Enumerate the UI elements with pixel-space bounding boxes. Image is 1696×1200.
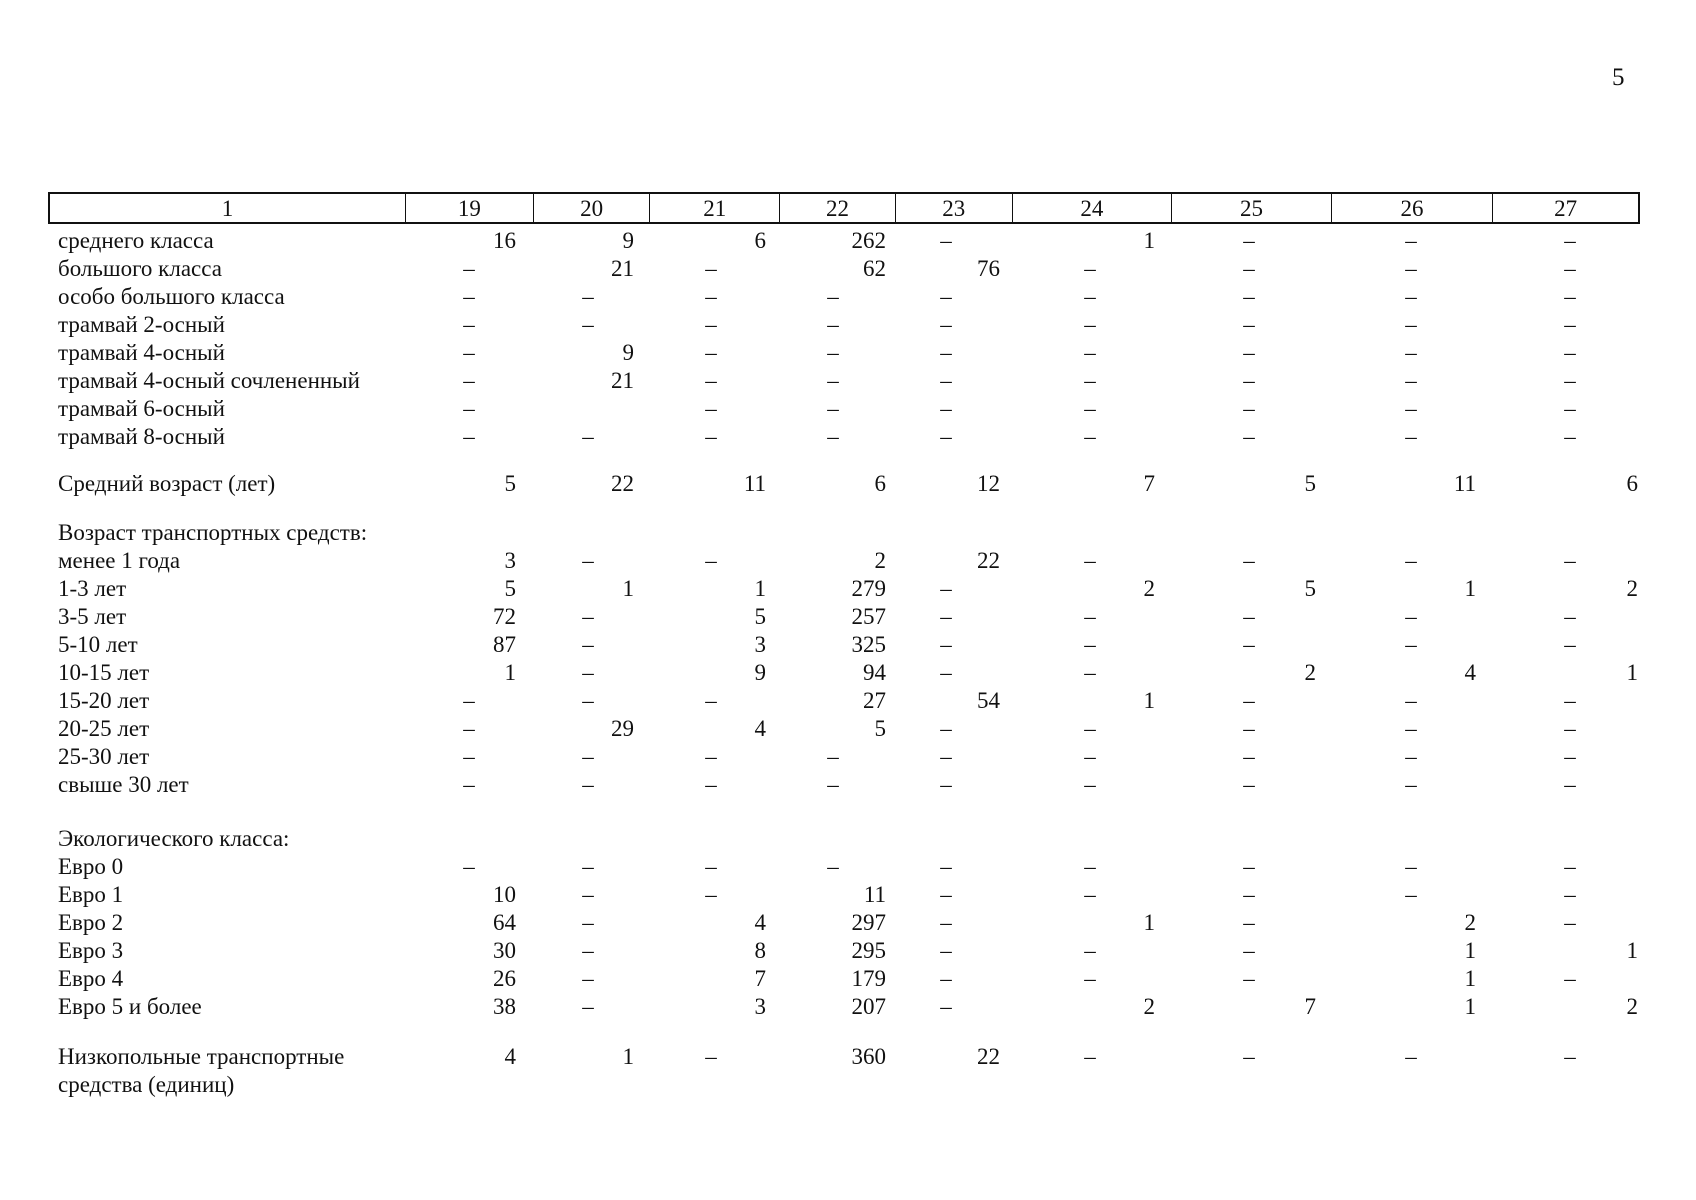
table-cell: –: [582, 312, 594, 337]
table-cell: –: [1564, 632, 1576, 657]
table-cell: 1: [1626, 938, 1638, 963]
table-row: [0, 339, 1696, 367]
header-cell: 24: [1013, 194, 1173, 222]
table-cell: –: [1564, 716, 1576, 741]
table-cell: 2: [1626, 576, 1638, 601]
table-cell: –: [1243, 744, 1255, 769]
table-cell: –: [1084, 632, 1096, 657]
table-cell: –: [1084, 368, 1096, 393]
table-cell: –: [1084, 1044, 1096, 1069]
table-row: [0, 1071, 1696, 1099]
table-cell: 3: [754, 994, 766, 1019]
table-cell: 8: [754, 938, 766, 963]
table-cell: 325: [851, 632, 886, 657]
table-cell: 22: [977, 1044, 1000, 1069]
table-cell: 1: [1626, 660, 1638, 685]
table-cell: –: [1564, 772, 1576, 797]
table-cell: –: [1564, 424, 1576, 449]
table-cell: –: [1084, 340, 1096, 365]
table-cell: –: [463, 396, 475, 421]
row-label: особо большого класса: [58, 284, 285, 309]
table-cell: –: [827, 340, 839, 365]
table-cell: –: [1564, 312, 1576, 337]
table-cell: –: [1084, 938, 1096, 963]
row-label: 15-20 лет: [58, 688, 150, 713]
table-cell: 7: [1304, 994, 1316, 1019]
table-cell: –: [463, 256, 475, 281]
table-cell: 21: [611, 368, 634, 393]
table-cell: –: [1405, 772, 1417, 797]
table-cell: –: [940, 340, 952, 365]
table-cell: –: [582, 994, 594, 1019]
table-cell: 22: [611, 471, 634, 496]
table-cell: –: [1405, 1044, 1417, 1069]
table-cell: –: [1084, 882, 1096, 907]
table-cell: –: [1243, 688, 1255, 713]
table-cell: –: [1405, 340, 1417, 365]
table-cell: –: [582, 604, 594, 629]
table-cell: –: [1084, 716, 1096, 741]
table-cell: –: [1564, 966, 1576, 991]
table-row: [0, 283, 1696, 311]
header-cell: 1: [50, 194, 406, 222]
table-row: [0, 470, 1696, 498]
table-row: [0, 311, 1696, 339]
table-cell: 5: [754, 604, 766, 629]
table-cell: –: [1564, 548, 1576, 573]
table-cell: –: [940, 284, 952, 309]
table-cell: 7: [754, 966, 766, 991]
table-cell: –: [1405, 312, 1417, 337]
table-cell: –: [582, 854, 594, 879]
header-cell: 26: [1332, 194, 1494, 222]
table-cell: –: [1405, 284, 1417, 309]
table-cell: –: [1243, 966, 1255, 991]
table-cell: –: [1243, 256, 1255, 281]
table-cell: –: [1084, 604, 1096, 629]
table-cell: 9: [754, 660, 766, 685]
table-cell: 297: [851, 910, 886, 935]
row-label: 20-25 лет: [58, 716, 150, 741]
row-label: трамвай 2-осный: [58, 312, 225, 337]
table-row: [0, 659, 1696, 687]
table-cell: 1: [1143, 688, 1155, 713]
table-cell: –: [1243, 548, 1255, 573]
table-cell: 54: [977, 688, 1000, 713]
table-cell: –: [940, 910, 952, 935]
table-cell: –: [705, 772, 717, 797]
table-cell: –: [1564, 744, 1576, 769]
table-cell: –: [1243, 312, 1255, 337]
table-cell: –: [1405, 716, 1417, 741]
row-label: трамвай 8-осный: [58, 424, 225, 449]
table-cell: –: [705, 284, 717, 309]
table-cell: 3: [504, 548, 516, 573]
table-cell: –: [1243, 604, 1255, 629]
table-cell: –: [1564, 368, 1576, 393]
table-cell: 27: [863, 688, 886, 713]
table-cell: –: [1084, 548, 1096, 573]
table-cell: –: [940, 228, 952, 253]
table-cell: –: [1564, 882, 1576, 907]
row-label: 1-3 лет: [58, 576, 127, 601]
table-cell: 4: [754, 910, 766, 935]
table-row: [0, 687, 1696, 715]
row-label: 10-15 лет: [58, 660, 150, 685]
row-label: Евро 2: [58, 910, 124, 935]
table-cell: 1: [1464, 994, 1476, 1019]
table-cell: –: [940, 966, 952, 991]
table-cell: –: [940, 576, 952, 601]
table-cell: 2: [1304, 660, 1316, 685]
table-cell: –: [705, 368, 717, 393]
table-cell: –: [1405, 228, 1417, 253]
table-cell: –: [705, 854, 717, 879]
table-cell: –: [1405, 604, 1417, 629]
table-cell: –: [827, 312, 839, 337]
row-label: Евро 4: [58, 966, 124, 991]
row-label: Средний возраст (лет): [58, 471, 276, 496]
table-cell: 262: [851, 228, 886, 253]
table-cell: –: [1243, 340, 1255, 365]
table-cell: –: [1243, 1044, 1255, 1069]
table-cell: –: [940, 632, 952, 657]
table-cell: –: [582, 772, 594, 797]
table-cell: –: [1243, 632, 1255, 657]
table-row: [0, 743, 1696, 771]
table-cell: –: [582, 424, 594, 449]
table-cell: –: [1084, 256, 1096, 281]
row-label: Экологического класса:: [58, 826, 290, 851]
table-cell: –: [705, 396, 717, 421]
table-cell: 2: [1143, 576, 1155, 601]
table-cell: –: [1405, 744, 1417, 769]
table-cell: –: [940, 772, 952, 797]
table-cell: –: [1405, 548, 1417, 573]
table-cell: 1: [622, 1044, 634, 1069]
table-cell: –: [582, 938, 594, 963]
table-cell: –: [940, 368, 952, 393]
table-cell: –: [1564, 340, 1576, 365]
row-label: Евро 5 и более: [58, 994, 202, 1019]
table-row: [0, 853, 1696, 881]
table-cell: 64: [493, 910, 516, 935]
table-cell: 1: [1464, 966, 1476, 991]
table-row: [0, 255, 1696, 283]
table-cell: –: [1084, 396, 1096, 421]
table-cell: –: [827, 284, 839, 309]
header-cell: 19: [406, 194, 534, 222]
table-cell: –: [1243, 938, 1255, 963]
table-cell: 2: [1626, 994, 1638, 1019]
table-cell: 87: [493, 632, 516, 657]
table-cell: –: [940, 854, 952, 879]
table-cell: –: [940, 994, 952, 1019]
table-row: [0, 881, 1696, 909]
table-cell: –: [1405, 424, 1417, 449]
table-cell: 179: [851, 966, 886, 991]
table-cell: –: [1564, 688, 1576, 713]
table-cell: –: [1405, 854, 1417, 879]
row-label: трамвай 4-осный: [58, 340, 225, 365]
table-cell: 2: [874, 548, 886, 573]
table-cell: 9: [622, 340, 634, 365]
table-row: [0, 367, 1696, 395]
table-cell: –: [1243, 716, 1255, 741]
table-cell: –: [940, 660, 952, 685]
table-cell: 360: [851, 1044, 886, 1069]
page-number: 5: [1612, 64, 1625, 91]
table-row: [0, 909, 1696, 937]
table-row: [0, 603, 1696, 631]
table-cell: –: [940, 312, 952, 337]
table-cell: –: [705, 1044, 717, 1069]
table-cell: –: [827, 368, 839, 393]
table-cell: 5: [1304, 576, 1316, 601]
table-cell: –: [1243, 396, 1255, 421]
table-cell: –: [940, 744, 952, 769]
table-cell: 76: [977, 256, 1000, 281]
table-cell: –: [1084, 854, 1096, 879]
row-label: Евро 3: [58, 938, 124, 963]
table-cell: 16: [493, 228, 516, 253]
table-cell: 11: [743, 471, 766, 496]
table-row: [0, 227, 1696, 255]
table-cell: 10: [493, 882, 516, 907]
table-cell: –: [1243, 772, 1255, 797]
table-cell: –: [705, 688, 717, 713]
table-cell: 12: [977, 471, 1000, 496]
row-label: свыше 30 лет: [58, 772, 189, 797]
table-row: [0, 519, 1696, 547]
table-cell: –: [1564, 284, 1576, 309]
table-cell: –: [463, 368, 475, 393]
table-cell: –: [1564, 228, 1576, 253]
table-cell: 4: [504, 1044, 516, 1069]
table-cell: –: [1405, 396, 1417, 421]
table-cell: –: [827, 772, 839, 797]
row-label: Возраст транспортных средств:: [58, 520, 368, 545]
table-cell: –: [705, 424, 717, 449]
table-cell: –: [463, 424, 475, 449]
table-cell: –: [940, 938, 952, 963]
table-cell: 1: [622, 576, 634, 601]
table-cell: –: [463, 284, 475, 309]
table-cell: 11: [1453, 471, 1476, 496]
table-cell: –: [1405, 632, 1417, 657]
table-row: [0, 825, 1696, 853]
table-cell: 2: [1143, 994, 1155, 1019]
table-cell: –: [1084, 284, 1096, 309]
table-cell: 29: [611, 716, 634, 741]
table-cell: –: [827, 396, 839, 421]
row-label: менее 1 года: [58, 548, 181, 573]
table-cell: –: [463, 744, 475, 769]
table-row: [0, 547, 1696, 575]
row-label: трамвай 4-осный сочлененный: [58, 368, 360, 393]
table-cell: –: [582, 548, 594, 573]
table-cell: –: [463, 340, 475, 365]
table-cell: –: [1564, 396, 1576, 421]
table-cell: –: [1084, 744, 1096, 769]
row-label: Евро 0: [58, 854, 124, 879]
table-cell: 207: [851, 994, 886, 1019]
table-cell: –: [1084, 660, 1096, 685]
table-cell: 1: [504, 660, 516, 685]
table-cell: 2: [1464, 910, 1476, 935]
table-cell: 279: [851, 576, 886, 601]
table-cell: –: [1564, 854, 1576, 879]
table-row: [0, 395, 1696, 423]
table-cell: –: [1243, 882, 1255, 907]
table-row: [0, 965, 1696, 993]
table-cell: 1: [1464, 938, 1476, 963]
table-cell: –: [1405, 368, 1417, 393]
table-cell: –: [1243, 368, 1255, 393]
table-cell: –: [463, 312, 475, 337]
table-row: [0, 715, 1696, 743]
table-cell: 6: [754, 228, 766, 253]
table-cell: –: [582, 660, 594, 685]
table-cell: –: [582, 284, 594, 309]
table-cell: 7: [1143, 471, 1155, 496]
table-cell: –: [582, 910, 594, 935]
table-cell: 26: [493, 966, 516, 991]
table-cell: –: [582, 744, 594, 769]
row-label: Евро 1: [58, 882, 124, 907]
table-cell: 94: [863, 660, 886, 685]
table-cell: –: [1084, 424, 1096, 449]
table-cell: –: [827, 744, 839, 769]
table-row: [0, 575, 1696, 603]
table-cell: –: [940, 604, 952, 629]
table-cell: 21: [611, 256, 634, 281]
table-cell: 38: [493, 994, 516, 1019]
row-label: среднего класса: [58, 228, 214, 253]
header-cell: 25: [1172, 194, 1332, 222]
table-cell: –: [582, 882, 594, 907]
table-cell: –: [827, 424, 839, 449]
table-cell: 5: [504, 471, 516, 496]
header-cell: 27: [1554, 196, 1578, 221]
row-label: Низкопольные транспортные: [58, 1044, 345, 1069]
table-cell: 30: [493, 938, 516, 963]
table-cell: 295: [851, 938, 886, 963]
table-cell: 11: [863, 882, 886, 907]
table-cell: –: [1564, 1044, 1576, 1069]
table-cell: –: [940, 882, 952, 907]
table-cell: –: [827, 854, 839, 879]
table-cell: –: [1564, 910, 1576, 935]
table-cell: –: [463, 688, 475, 713]
row-label: большого класса: [58, 256, 222, 281]
table-cell: –: [1084, 966, 1096, 991]
table-row: [0, 937, 1696, 965]
row-label: 3-5 лет: [58, 604, 127, 629]
table-cell: –: [1405, 882, 1417, 907]
table-cell: –: [705, 548, 717, 573]
table-row: [0, 423, 1696, 451]
header-cell: 23: [896, 194, 1013, 222]
row-label: средства (единиц): [58, 1072, 235, 1097]
table-cell: –: [705, 312, 717, 337]
header-cell: 20: [534, 194, 651, 222]
table-cell: –: [582, 632, 594, 657]
table-cell: 3: [754, 632, 766, 657]
header-cell: 22: [780, 194, 896, 222]
row-label: 5-10 лет: [58, 632, 138, 657]
table-cell: –: [705, 256, 717, 281]
table-cell: –: [463, 854, 475, 879]
table-row: [0, 1043, 1696, 1071]
table-cell: 1: [1143, 910, 1155, 935]
table-cell: –: [1564, 604, 1576, 629]
table-cell: 4: [754, 716, 766, 741]
row-label: 25-30 лет: [58, 744, 150, 769]
table-cell: 9: [622, 228, 634, 253]
table-cell: 1: [1143, 228, 1155, 253]
table-cell: –: [1084, 312, 1096, 337]
table-cell: –: [1405, 256, 1417, 281]
table-cell: –: [940, 424, 952, 449]
table-cell: –: [1084, 772, 1096, 797]
table-cell: 62: [863, 256, 886, 281]
table-row: [0, 631, 1696, 659]
table-cell: 1: [1464, 576, 1476, 601]
header-cell: 21: [650, 194, 780, 222]
table-cell: –: [582, 966, 594, 991]
table-cell: 5: [1304, 471, 1316, 496]
table-cell: –: [1243, 424, 1255, 449]
table-cell: –: [940, 396, 952, 421]
table-cell: –: [1564, 256, 1576, 281]
table-cell: 5: [874, 716, 886, 741]
table-cell: –: [705, 744, 717, 769]
table-row: [0, 771, 1696, 799]
table-cell: 1: [754, 576, 766, 601]
table-cell: –: [582, 688, 594, 713]
table-cell: 72: [493, 604, 516, 629]
table-cell: 22: [977, 548, 1000, 573]
table-cell: –: [1243, 910, 1255, 935]
table-cell: –: [705, 882, 717, 907]
table-cell: –: [463, 716, 475, 741]
table-cell: –: [463, 772, 475, 797]
table-cell: 6: [874, 471, 886, 496]
table-cell: –: [1243, 228, 1255, 253]
table-cell: –: [940, 716, 952, 741]
table-cell: –: [705, 340, 717, 365]
table-cell: 6: [1626, 471, 1638, 496]
row-label: трамвай 6-осный: [58, 396, 225, 421]
table-cell: 257: [851, 604, 886, 629]
table-cell: –: [1243, 854, 1255, 879]
table-row: [0, 993, 1696, 1021]
table-cell: 5: [504, 576, 516, 601]
table-cell: –: [1243, 284, 1255, 309]
table-cell: 4: [1464, 660, 1476, 685]
table-cell: –: [1405, 688, 1417, 713]
